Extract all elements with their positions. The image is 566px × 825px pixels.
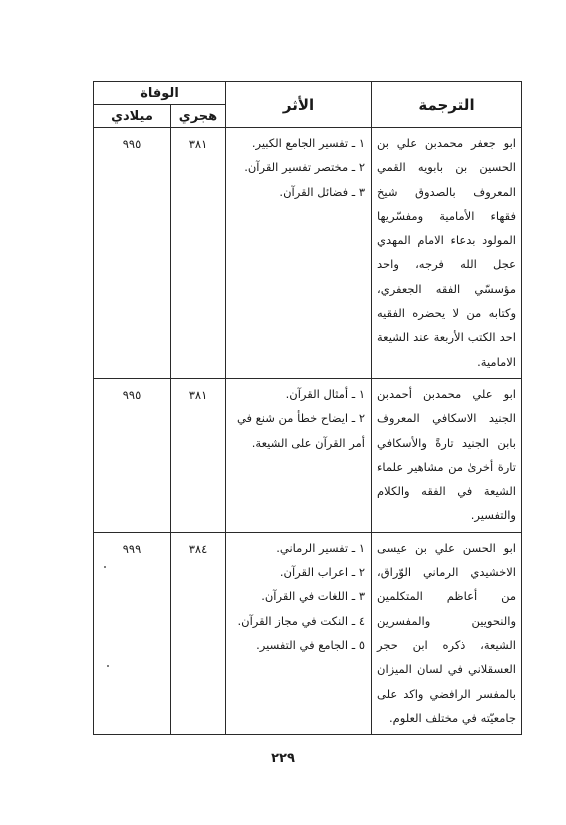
header-gregorian: ميلادي xyxy=(94,105,171,128)
header-hijri: هجري xyxy=(171,105,226,128)
biography-table xyxy=(93,81,522,735)
work-item: ٢ ـ اعراب القرآن. xyxy=(279,565,365,580)
biography-cell: ابو علي محمدبن أحمدبن الجنيد الاسكافي المعروف بابن الجنيد تارةً والأسكافي تارة أخرىٰ من مشاهير علماء الشيعة في الفقه والكلام والتفسير. xyxy=(372,378,522,532)
works-cell xyxy=(226,378,372,532)
hijri-year: ٣٨١ xyxy=(171,378,226,532)
hijri-year: ٣٨٤ xyxy=(171,532,226,734)
work-item: ١ ـ أمثال القرآن. xyxy=(285,386,365,401)
gregorian-year: ٩٩٩ xyxy=(94,532,171,734)
work-item: ٥ ـ الجامع في التفسير. xyxy=(256,637,365,652)
scan-speck xyxy=(104,566,106,568)
work-item: ٤ ـ النكت في مجاز القرآن. xyxy=(237,613,365,628)
work-item: ٢ ـ مختصر تفسير القرآن. xyxy=(244,160,365,175)
work-item: ٣ ـ فضائل القرآن. xyxy=(279,184,365,199)
work-item: ١ ـ تفسير الجامع الكبير. xyxy=(251,136,365,150)
biography-cell: ابو الحسن علي بن عيسى الاخشيدي الرماني الوّراق، من أعاظم المتكلمين والنحويين والمفسرين الشيعة، ذكره ابن حجر العسقلاني في لسان الميزان بالمفسر الرافضي واكد على جامعيّته في مختلف العلوم. xyxy=(372,532,522,734)
header-works: الأثر xyxy=(226,82,372,128)
table-row xyxy=(94,378,522,532)
work-item: ٢ ـ ايضاح خطأ من شنع في أمر القرآن على الشيعة. xyxy=(236,411,365,450)
gregorian-year: ٩٩٥ xyxy=(94,128,171,379)
scan-speck xyxy=(107,665,109,667)
hijri-year: ٣٨١ xyxy=(171,128,226,379)
gregorian-year: ٩٩٥ xyxy=(94,378,171,532)
page-number: ٢٢٩ xyxy=(271,751,295,766)
header-translation: الترجمة xyxy=(372,82,522,128)
table-row xyxy=(94,532,522,734)
works-cell xyxy=(226,532,372,734)
work-item: ٣ ـ اللغات في القرآن. xyxy=(261,589,365,604)
biography-cell: ابو جعفر محمدبن علي بن الحسين بن بابويه القمي المعروف بالصدوق شيخ فقهاء الأمامية ومفسّريها المولود بدعاء الامام المهدي عجل الله فرجه، واحد مؤسسّي الفقه الجعفري، وكتابه من لا يحضره الفقيه احد الكتب الأربعة عند الشيعة الامامية. xyxy=(372,128,522,379)
work-item: ١ ـ تفسير الرماني. xyxy=(276,540,365,555)
header-death: الوفاة xyxy=(94,82,226,105)
table-row xyxy=(94,128,522,379)
works-cell xyxy=(226,128,372,379)
header-row xyxy=(94,82,522,105)
